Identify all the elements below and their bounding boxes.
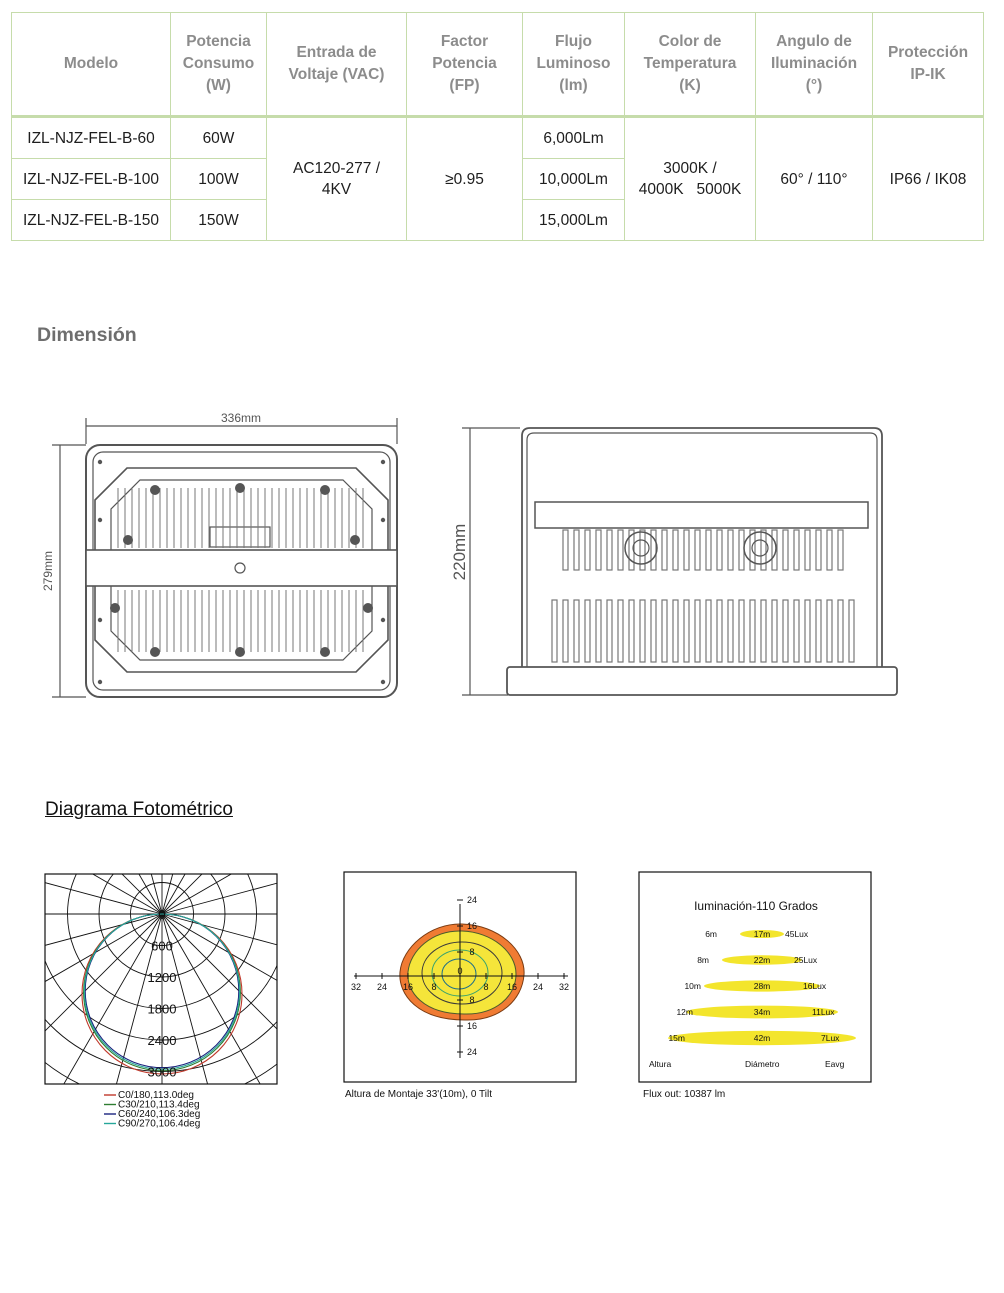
side-view-lens bbox=[507, 667, 897, 695]
cone-lux: 45Lux bbox=[785, 929, 809, 939]
color-temp-line: 4000K 5000K bbox=[638, 181, 742, 198]
column-header-line: Potencia bbox=[186, 33, 251, 50]
rim-screw bbox=[381, 518, 385, 522]
x-tick-label: 24 bbox=[532, 982, 544, 992]
side-fin bbox=[783, 600, 788, 662]
side-fin bbox=[717, 600, 722, 662]
cone-diameter: 22m bbox=[753, 955, 771, 965]
depth-label: 220mm bbox=[450, 523, 469, 581]
dimension-title: Dimensión bbox=[37, 324, 137, 346]
bolt bbox=[363, 603, 373, 613]
side-fin bbox=[849, 600, 854, 662]
x-tick-label: 8 bbox=[483, 982, 489, 992]
width-label: 336mm bbox=[220, 411, 262, 425]
isolux-diagram bbox=[340, 870, 585, 1110]
column-header-line: (W) bbox=[206, 77, 231, 94]
side-fin bbox=[750, 600, 755, 662]
cone-column-label: Eavg bbox=[825, 1059, 845, 1069]
voltage-line: 4KV bbox=[321, 181, 352, 198]
column-header-line: Flujo bbox=[554, 33, 593, 50]
side-fin bbox=[662, 530, 667, 570]
column-header-line: Potencia bbox=[432, 55, 497, 72]
cone-height: 8m bbox=[697, 955, 709, 965]
side-fin bbox=[574, 600, 579, 662]
x-tick-label: 16 bbox=[402, 982, 414, 992]
cone-diameter: 34m bbox=[753, 1007, 771, 1017]
bolt bbox=[320, 647, 330, 657]
bolt bbox=[320, 485, 330, 495]
bolt bbox=[235, 647, 245, 657]
column-header-line: Voltaje (VAC) bbox=[288, 66, 385, 83]
column-header bbox=[267, 13, 407, 117]
table-row bbox=[12, 117, 984, 159]
voltage-cell bbox=[267, 117, 407, 241]
cone-column-label: Diámetro bbox=[745, 1059, 780, 1069]
cone-height: 12m bbox=[676, 1007, 693, 1017]
side-fin bbox=[827, 600, 832, 662]
column-header bbox=[625, 13, 756, 117]
side-fin bbox=[728, 600, 733, 662]
side-fin bbox=[607, 600, 612, 662]
x-tick-label: 0 bbox=[457, 966, 463, 976]
polar-radial-label: 1800 bbox=[147, 1001, 177, 1017]
column-header-line: (lm) bbox=[559, 77, 588, 94]
column-header bbox=[171, 13, 267, 117]
cone-diameter: 28m bbox=[753, 981, 771, 991]
side-fin bbox=[574, 530, 579, 570]
side-fin bbox=[662, 600, 667, 662]
beam-angle-cell: 60° / 110° bbox=[756, 117, 873, 241]
polar-radial-label: 1200 bbox=[147, 970, 177, 985]
side-fin bbox=[618, 530, 623, 570]
side-fin bbox=[695, 530, 700, 570]
column-header-line: IP-IK bbox=[910, 66, 946, 83]
cone-lux: 16Lux bbox=[803, 981, 827, 991]
side-fin bbox=[772, 600, 777, 662]
y-tick-label: 8 bbox=[469, 995, 475, 1005]
model-cell: IZL-NJZ-FEL-B-150 bbox=[12, 200, 171, 241]
height-label: 279mm bbox=[41, 550, 55, 592]
column-header-line: Modelo bbox=[63, 55, 119, 72]
protection-cell: IP66 / IK08 bbox=[873, 117, 984, 241]
column-header-line: Factor bbox=[440, 33, 489, 50]
cone-height: 10m bbox=[684, 981, 701, 991]
rim-screw bbox=[381, 460, 385, 464]
side-fin bbox=[596, 600, 601, 662]
column-header-line: Color de bbox=[658, 33, 722, 50]
bolt bbox=[123, 535, 133, 545]
side-knob bbox=[625, 532, 657, 564]
column-header bbox=[12, 13, 171, 117]
column-header bbox=[407, 13, 523, 117]
bolt bbox=[235, 483, 245, 493]
side-fin bbox=[827, 530, 832, 570]
side-fin bbox=[640, 600, 645, 662]
side-fin bbox=[684, 600, 689, 662]
flux-cell: 10,000Lm bbox=[523, 159, 625, 200]
side-fin bbox=[552, 600, 557, 662]
side-fin bbox=[585, 600, 590, 662]
cone-diagram bbox=[635, 870, 880, 1110]
photometric-title: Diagrama Fotométrico bbox=[45, 799, 233, 820]
column-header-line: Protección bbox=[887, 44, 969, 61]
x-tick-label: 8 bbox=[431, 982, 437, 992]
color-temp-cell bbox=[625, 117, 756, 241]
rim-screw bbox=[98, 460, 102, 464]
polar-radial-label: 600 bbox=[151, 938, 173, 954]
y-tick-label: 16 bbox=[466, 921, 478, 931]
spec-table bbox=[11, 12, 984, 241]
side-fin bbox=[684, 530, 689, 570]
side-fin bbox=[739, 600, 744, 662]
color-temp-line: 3000K / bbox=[663, 160, 717, 177]
polar-radial-label: 3000 bbox=[147, 1064, 177, 1080]
side-fin bbox=[629, 600, 634, 662]
legend-label: C30/210,113.4deg bbox=[118, 1099, 200, 1111]
side-view-body bbox=[535, 502, 868, 528]
power-cell: 60W bbox=[171, 117, 267, 159]
side-fin bbox=[596, 530, 601, 570]
side-fin bbox=[618, 600, 623, 662]
x-tick-label: 32 bbox=[350, 982, 362, 992]
cone-diameter: 42m bbox=[753, 1033, 771, 1043]
y-tick-label: 16 bbox=[466, 1021, 478, 1031]
side-fin bbox=[607, 530, 612, 570]
side-knob-inner bbox=[633, 540, 649, 556]
label-plate bbox=[210, 527, 270, 547]
column-header bbox=[756, 13, 873, 117]
side-fin bbox=[761, 600, 766, 662]
side-fin bbox=[794, 530, 799, 570]
cone-lux: 25Lux bbox=[794, 955, 818, 965]
column-header-line: Angulo de bbox=[776, 33, 852, 50]
rim-screw bbox=[381, 680, 385, 684]
rim-screw bbox=[98, 518, 102, 522]
model-cell: IZL-NJZ-FEL-B-60 bbox=[12, 117, 171, 159]
polar-diagram bbox=[40, 870, 285, 1140]
side-fin bbox=[838, 600, 843, 662]
rim-screw bbox=[381, 618, 385, 622]
isolux-caption: Altura de Montaje 33'(10m), 0 Tilt bbox=[345, 1089, 492, 1100]
rim-screw bbox=[98, 618, 102, 622]
cone-title: Iuminación-110 Grados bbox=[694, 899, 818, 913]
legend-label: C90/270,106.4deg bbox=[118, 1118, 201, 1130]
column-header-line: (FP) bbox=[449, 77, 480, 94]
x-tick-label: 24 bbox=[376, 982, 388, 992]
bolt bbox=[150, 485, 160, 495]
side-fin bbox=[728, 530, 733, 570]
side-fin bbox=[838, 530, 843, 570]
power-cell: 150W bbox=[171, 200, 267, 241]
column-header-line: Temperatura bbox=[643, 55, 737, 72]
side-fin bbox=[673, 600, 678, 662]
column-header bbox=[523, 13, 625, 117]
column-header-line: Luminoso bbox=[536, 55, 611, 72]
dimension-drawings bbox=[0, 400, 1004, 710]
bolt bbox=[150, 647, 160, 657]
cone-lux: 11Lux bbox=[812, 1007, 835, 1017]
cone-height: 6m bbox=[705, 929, 717, 939]
flux-cell: 15,000Lm bbox=[523, 200, 625, 241]
mounting-bracket bbox=[86, 550, 397, 586]
side-fin bbox=[816, 530, 821, 570]
side-fin bbox=[739, 530, 744, 570]
bolt bbox=[110, 603, 120, 613]
side-fin bbox=[805, 530, 810, 570]
side-fin bbox=[706, 530, 711, 570]
column-header-line: Iluminación bbox=[770, 55, 858, 72]
side-fin bbox=[706, 600, 711, 662]
polar-radial-label: 0 bbox=[158, 907, 166, 922]
polar-radial-label: 2400 bbox=[147, 1033, 177, 1048]
y-tick-label: 24 bbox=[466, 895, 478, 905]
power-factor-cell: ≥0.95 bbox=[407, 117, 523, 241]
voltage-line: AC120-277 / bbox=[292, 160, 381, 177]
side-fin bbox=[695, 600, 700, 662]
side-fin bbox=[673, 530, 678, 570]
legend-label: C60/240,106.3deg bbox=[118, 1109, 201, 1120]
side-fin bbox=[816, 600, 821, 662]
x-tick-label: 32 bbox=[558, 982, 570, 992]
flux-cell: 6,000Lm bbox=[523, 117, 625, 159]
side-fin bbox=[651, 600, 656, 662]
side-view-frame bbox=[522, 428, 882, 667]
power-cell: 100W bbox=[171, 159, 267, 200]
side-fin bbox=[563, 600, 568, 662]
model-cell: IZL-NJZ-FEL-B-100 bbox=[12, 159, 171, 200]
side-fin bbox=[717, 530, 722, 570]
side-fin bbox=[585, 530, 590, 570]
y-tick-label: 24 bbox=[466, 1047, 478, 1057]
x-tick-label: 16 bbox=[506, 982, 518, 992]
cone-caption: Flux out: 10387 lm bbox=[643, 1089, 726, 1100]
side-fin bbox=[794, 600, 799, 662]
column-header-line: Consumo bbox=[182, 55, 255, 72]
legend-label: C0/180,113.0deg bbox=[118, 1090, 194, 1101]
side-fin bbox=[563, 530, 568, 570]
bolt bbox=[350, 535, 360, 545]
side-fin bbox=[783, 530, 788, 570]
rim-screw bbox=[98, 680, 102, 684]
cone-lux: 7Lux bbox=[821, 1033, 840, 1043]
table-header-row bbox=[12, 13, 984, 117]
cone-column-label: Altura bbox=[649, 1059, 672, 1069]
side-knob bbox=[744, 532, 776, 564]
cone-height: 15m bbox=[668, 1033, 685, 1043]
y-tick-label: 8 bbox=[469, 947, 475, 957]
side-fin bbox=[805, 600, 810, 662]
column-header-line: (°) bbox=[805, 77, 823, 94]
column-header-line: (K) bbox=[679, 77, 701, 94]
cone-diameter: 17m bbox=[753, 929, 771, 939]
column-header-line: Entrada de bbox=[296, 44, 377, 61]
column-header bbox=[873, 13, 984, 117]
